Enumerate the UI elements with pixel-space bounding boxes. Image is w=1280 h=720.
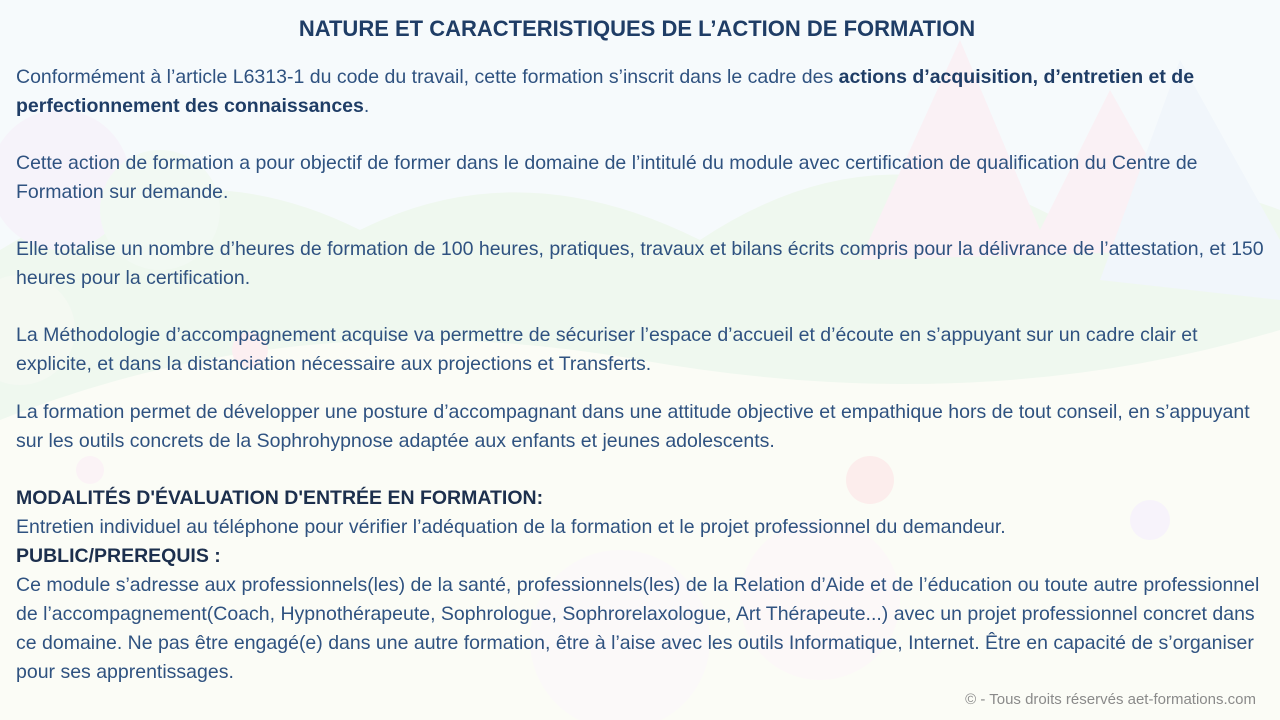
copyright-footer: © - Tous droits réservés aet-formations.com bbox=[965, 691, 1256, 708]
evaluation-heading: MODALITÉS D'ÉVALUATION D'ENTRÉE EN FORMATION: bbox=[16, 487, 544, 509]
intro-end: . bbox=[363, 95, 370, 117]
posture-paragraph: La formation permet de développer une posture d’accompagnant dans une attitude objective et empathique hors de tout conseil, en s’appuyant sur les outils concrets de la Sophrohypnose adaptée aux enfants et jeunes adolescents. bbox=[16, 401, 1250, 452]
slide-content bbox=[16, 0, 1266, 687]
intro-bold-text: actions d’acquisition, d’entretien et de perfectionnement des connaissances bbox=[16, 66, 1195, 117]
objective-paragraph: Cette action de formation a pour objectif de former dans le domaine de l’intitulé du module avec certification de qualification du Centre de Formation sur demande. bbox=[16, 152, 1198, 203]
intro-paragraph bbox=[16, 63, 1266, 121]
evaluation-text: Entretien individuel au téléphone pour vérifier l’adéquation de la formation et le projet professionnel du demandeur. bbox=[16, 516, 1006, 538]
intro-text: Conformément à l’article L6313-1 du code du travail, cette formation s’inscrit dans le cadre des bbox=[16, 66, 839, 88]
page-title: NATURE ET CARACTERISTIQUES DE L’ACTION DE FORMATION bbox=[298, 16, 976, 41]
public-heading: PUBLIC/PREREQUIS : bbox=[16, 545, 221, 567]
methodology-paragraph: La Méthodologie d’accompagnement acquise va permettre de sécuriser l’espace d’accueil et d’écoute en s’appuyant sur un cadre clair et explicite, et dans la distanciation nécessaire aux projections et Transferts. bbox=[16, 324, 1198, 375]
public-text: Ce module s’adresse aux professionnels(les) de la santé, professionnels(les) de la Relation d’Aide et de l’éducation ou toute autre professionnel de l’accompagnement(Coach, Hypnothérapeute, Sophrologue, Sophrorelaxologue, Art Thérapeute...) avec un projet professionnel concret dans ce domaine. Ne pas être engagé(e) dans une autre formation, être à l’aise avec les outils Informatique, Internet. Être en capacité de s’organiser pour ses apprentissages. bbox=[16, 574, 1260, 683]
hours-paragraph: Elle totalise un nombre d’heures de formation de 100 heures, pratiques, travaux et bilans écrits compris pour la délivrance de l’attestation, et 150 heures pour la certification. bbox=[16, 238, 1264, 289]
